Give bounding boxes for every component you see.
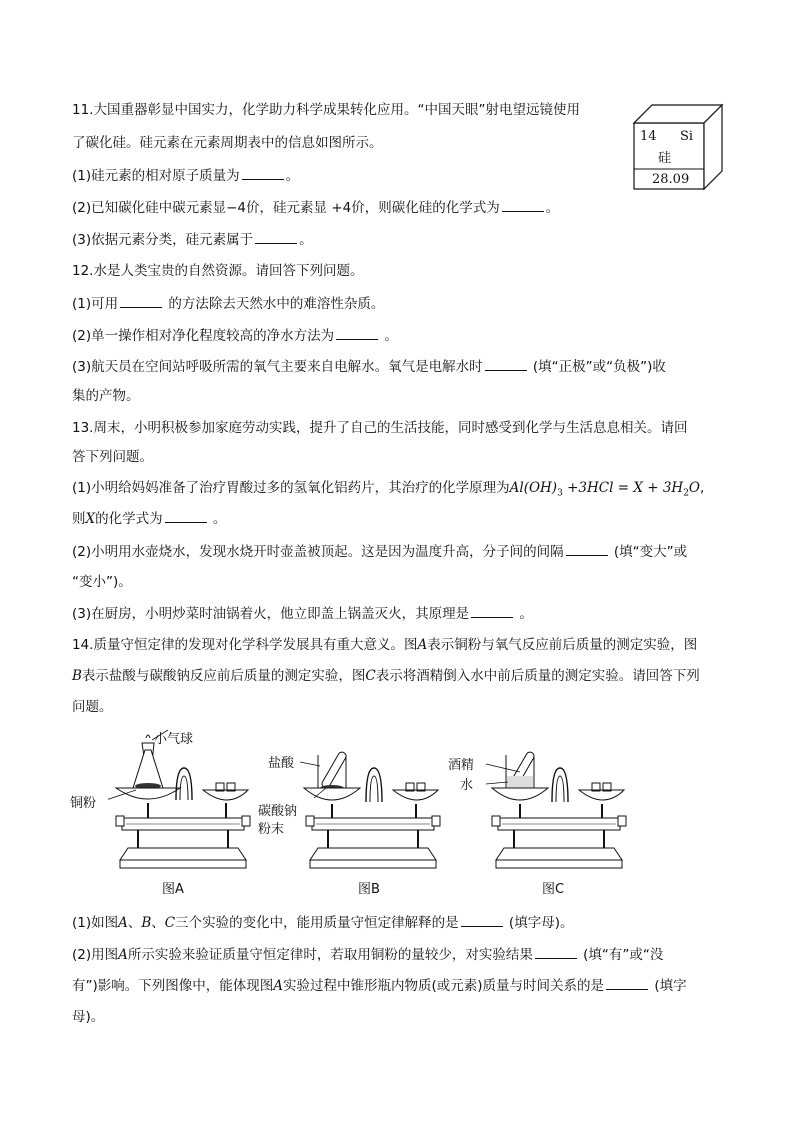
q12-part3-cont: 集的产物。 (72, 388, 140, 404)
q12-part2: (2)单一操作相对净化程度较高的净水方法为 。 (72, 325, 398, 346)
label-balloon: 小气球 (154, 732, 194, 747)
label-alcohol: 酒精 (448, 758, 475, 773)
q13-part2: (2)小明用水壶烧水，发现水烧开时壶盖被顶起。这是因为温度升高，分子间的间隔 (填“变大”或 (72, 541, 687, 562)
element-name: 硅 (658, 151, 672, 166)
q13-part1-cont: 则X的化学式为 。 (72, 508, 226, 529)
figure-c-caption: 图C (542, 882, 565, 897)
label-powder: 粉末 (258, 822, 285, 837)
q13-stem-line2: 答下列问题。 (72, 449, 153, 465)
element-symbol: Si (680, 129, 694, 144)
answer-blank[interactable] (120, 293, 162, 308)
q12-part1: (1)可用 的方法除去天然水中的难溶性杂质。 (72, 293, 384, 314)
answer-blank[interactable] (461, 912, 503, 927)
atomic-number: 14 (640, 129, 657, 144)
figure-b-caption: 图B (358, 882, 380, 897)
answer-blank[interactable] (471, 603, 513, 618)
q14-part2-cont2: 母)。 (72, 1009, 105, 1025)
answer-blank[interactable] (165, 508, 207, 523)
answer-blank[interactable] (255, 229, 297, 244)
figure-c-balance (448, 740, 634, 873)
periodic-element-card (632, 103, 724, 191)
q11-stem-line2: 了碳化硅。硅元素在元素周期表中的信息如图所示。 (72, 135, 383, 151)
q11-part3: (3)依据元素分类，硅元素属于 。 (72, 229, 313, 250)
q11-part1: (1)硅元素的相对原子质量为 。 (72, 165, 299, 186)
q13-part1: (1)小明给妈妈准备了治疗胃酸过多的氢氧化铝药片，其治疗的化学原理为$Al(OH)_3 +3HCl = X + 3H_2O$, (72, 480, 705, 499)
q14-part2: (2)用图A所示实验来验证质量守恒定律时，若取用铜粉的量较少，对实验结果 (填“有”或“没 (72, 944, 663, 965)
figure-a-caption: 图A (162, 882, 184, 897)
answer-blank[interactable] (336, 325, 378, 340)
answer-blank[interactable] (502, 197, 544, 212)
label-copper-powder: 铜粉 (70, 796, 97, 811)
label-hydrochloric-acid: 盐酸 (268, 756, 295, 771)
atomic-mass: 28.09 (652, 172, 690, 187)
q12-part3: (3)航天员在空间站呼吸所需的氧气主要来自电解水。氧气是电解水时 (填“正极”或“负极”)收 (72, 356, 666, 377)
q11-part2: (2)已知碳化硅中碳元素显−4价，硅元素显 +4价，则碳化硅的化学式为 。 (72, 197, 559, 218)
answer-blank[interactable] (606, 975, 648, 990)
figure-a-balance (70, 728, 258, 873)
q14-stem-line1: 14.质量守恒定律的发现对化学科学发展具有重大意义。图A表示铜粉与氧气反应前后质量的测定实验，图 (72, 637, 698, 653)
q14-part1: (1)如图A、B、C三个实验的变化中，能用质量守恒定律解释的是 (填字母)。 (72, 912, 573, 933)
q13-stem-line1: 13.周末，小明积极参加家庭劳动实践，提升了自己的生活技能，同时感受到化学与生活息息相关。请回 (72, 420, 688, 436)
q14-stem-line2: B表示盐酸与碳酸钠反应前后质量的测定实验，图C表示将酒精倒入水中前后质量的测定实验。请回答下列 (72, 668, 700, 684)
figure-b-balance (258, 740, 448, 873)
q11-stem-line1: 11.大国重器彰显中国实力，化学助力科学成果转化应用。“中国天眼”射电望远镜使用 (72, 102, 580, 118)
answer-blank[interactable] (242, 165, 284, 180)
q12-stem: 12.水是人类宝贵的自然资源。请回答下列问题。 (72, 263, 364, 279)
q13-part2-cont: “变小”)。 (72, 574, 132, 590)
label-sodium-carbonate: 碳酸钠 (258, 804, 298, 819)
q14-part2-cont: 有”)影响。下列图像中，能体现图A实验过程中锥形瓶内物质(或元素)质量与时间关系的是 (填字 (72, 975, 687, 996)
q14-stem-line3: 问题。 (72, 699, 113, 715)
label-water: 水 (460, 778, 474, 793)
answer-blank[interactable] (535, 944, 577, 959)
answer-blank[interactable] (566, 541, 608, 556)
q13-part3: (3)在厨房，小明炒菜时油锅着火，他立即盖上锅盖灭火，其原理是 。 (72, 603, 533, 624)
reaction-equation: $Al(OH)_3 +3HCl = X + 3H_2O$ (509, 480, 700, 499)
answer-blank[interactable] (485, 356, 527, 371)
